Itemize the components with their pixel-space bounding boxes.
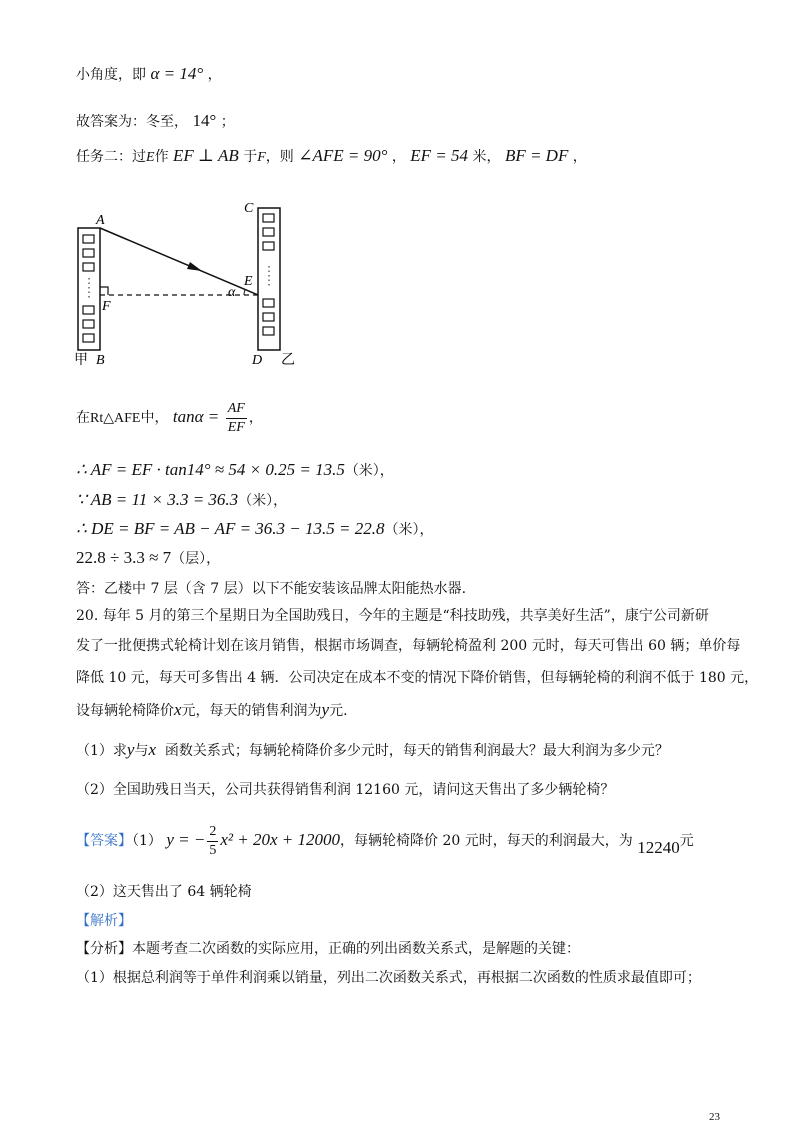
angle-arc	[244, 290, 245, 296]
buildings-diagram	[66, 196, 306, 376]
fraction-two-fifths: $\frac{2}{5}$	[209, 823, 217, 858]
question-20-line-4: 设每辆轮椅降价x元，每天的销售利润为y元.	[76, 700, 348, 719]
answer-line-2: （2）这天售出了 64 辆轮椅	[76, 884, 252, 900]
question-20-line-2: 发了一批便携式轮椅计划在该月销售，根据市场调查，每辆轮椅盈利 200 元时，每天可售出 60 辆；单价每	[76, 638, 741, 654]
building-jia	[78, 228, 100, 350]
right-angle-mark	[100, 287, 108, 295]
label-e: E	[244, 274, 253, 289]
fenxi-line-1: （1）根据总利润等于单件利润乘以销量，列出二次函数关系式，再根据二次函数的性质求最值即可；	[76, 970, 701, 986]
label-jia: 甲	[74, 353, 88, 368]
question-20-line-1: 20. 每年 5 月的第三个星期日为全国助残日，今年的主题是“科技助残，共享美好生活”，康宁公司新研	[76, 608, 709, 624]
text-line-ab: ∵ AB = 11 × 3.3 = 36.3（米），	[76, 490, 288, 509]
text-line-floors: 22.8 ÷ 3.3 ≈ 7（层），	[76, 548, 221, 567]
fraction-af-ef: $\frac{AF}{EF}$	[227, 400, 245, 435]
subquestion-1: （1）求y与x 函数关系式；每辆轮椅降价多少元时，每天的销售利润最大？最大利润为多少元？	[76, 740, 669, 759]
label-d: D	[252, 353, 263, 368]
math-alpha-14: α = 14°	[150, 64, 204, 83]
label-c: C	[244, 201, 254, 216]
answer-label: 【答案】	[76, 833, 132, 849]
text-line-tan: 在Rt△AFE中， tanα = $\frac{AF}{EF}$ ，	[76, 400, 263, 435]
question-20-line-3: 降低 10 元，每天可多售出 4 辆．公司决定在成本不变的情况下降价销售，但每辆轮椅的利润不低于 180 元，	[76, 670, 759, 686]
text-line-1: 小角度，即 α = 14° ，	[76, 64, 222, 83]
text-line-3: 任务二：过E作 EF ⊥ AB 于F，则 ∠AFE = 90° ， EF = 54 米， BF = DF ，	[76, 146, 587, 165]
label-yi: 乙	[281, 353, 295, 368]
label-a: A	[96, 213, 105, 228]
text-line-af: ∴ AF = EF · tan14° ≈ 54 × 0.25 = 13.5（米），	[76, 460, 394, 479]
text-line-de: ∴ DE = BF = AB − AF = 36.3 − 13.5 = 22.8（米），	[76, 519, 434, 538]
label-f: F	[102, 299, 111, 314]
label-alpha: α	[228, 285, 236, 300]
building-yi	[258, 208, 280, 350]
analysis-label: 【解析】	[76, 913, 132, 929]
page-number: 23	[709, 1111, 720, 1123]
text-line-conclusion: 答：乙楼中 7 层（含 7 层）以下不能安装该品牌太阳能热水器.	[76, 581, 467, 597]
answer-line-1: 【答案】（1） y = − $\frac{2}{5}$ x² + 20x + 12000，每辆轮椅降价 20 元时，每天的利润最大，为 12240元	[76, 823, 694, 858]
label-b: B	[96, 353, 105, 368]
text-line-2: 故答案为：冬至， 14° ；	[76, 111, 235, 130]
arrow-head-icon	[187, 262, 202, 271]
subquestion-2: （2）全国助残日当天，公司共获得销售利润 12160 元，请问这天售出了多少辆轮椅？	[76, 782, 615, 798]
fenxi-line: 【分析】本题考查二次函数的实际应用，正确的列出函数关系式，是解题的关键：	[76, 941, 580, 957]
